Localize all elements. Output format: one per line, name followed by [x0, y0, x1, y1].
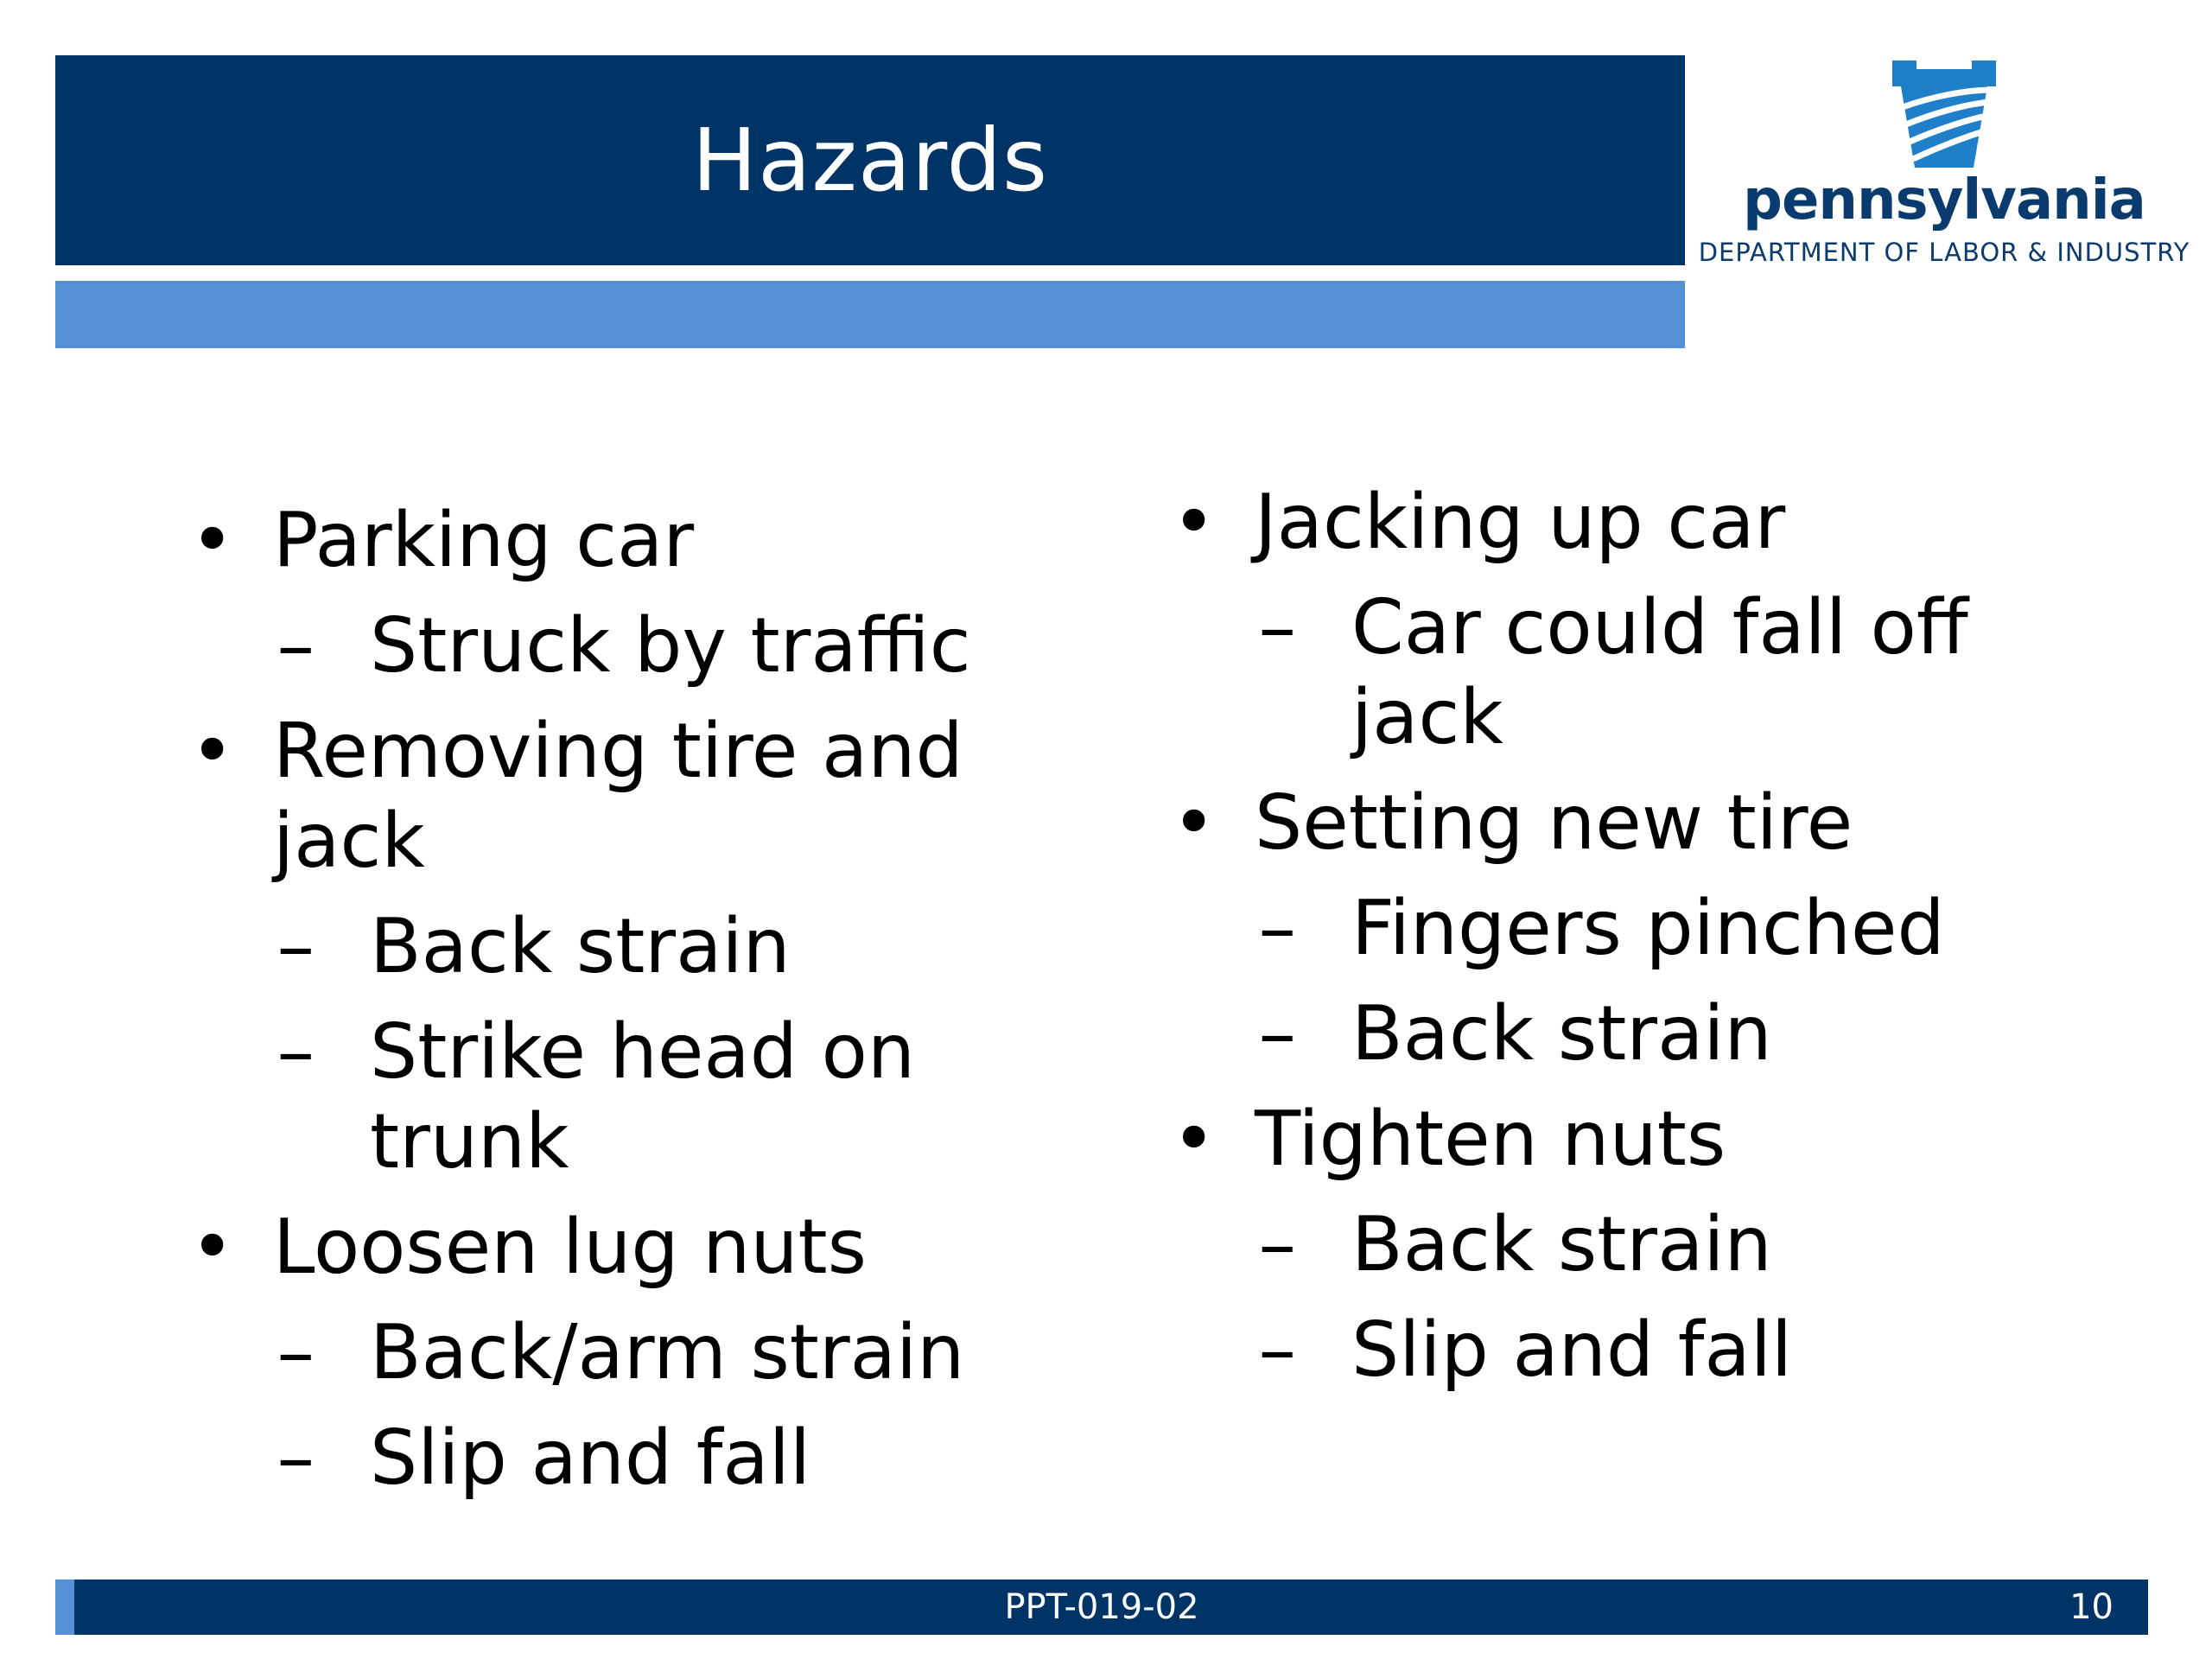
- right-column: [1172, 477, 2036, 1410]
- sub-marker: –: [1258, 583, 1296, 671]
- accent-bar: [55, 281, 1685, 348]
- bullet-marker: •: [1172, 779, 1217, 867]
- sub-text: Back/arm strain: [370, 1308, 965, 1396]
- sub-marker: –: [1258, 884, 1296, 972]
- bullet-marker: •: [190, 707, 235, 795]
- sub-marker: –: [276, 902, 315, 990]
- sub-text: Struck by traffic: [370, 601, 971, 690]
- bullet-marker: •: [190, 496, 235, 584]
- footer-code: PPT-019-02: [1004, 1587, 1199, 1627]
- sub-item: [273, 1413, 1020, 1503]
- left-column: [190, 495, 1020, 1518]
- bullet-marker: •: [190, 1203, 235, 1291]
- sub-marker: –: [276, 1308, 315, 1396]
- bullet-text: Removing tire and jack: [273, 707, 963, 885]
- bullet-text: Loosen lug nuts: [273, 1203, 867, 1291]
- page-number: 10: [2069, 1587, 2113, 1627]
- sub-text: Car could fall off jack: [1351, 583, 1968, 761]
- sub-item: [273, 1007, 1020, 1186]
- logo-wordmark: pennsylvania: [1743, 168, 2145, 232]
- sub-item: [1255, 883, 2036, 973]
- sub-item: [273, 901, 1020, 991]
- sub-item: [1255, 582, 2036, 762]
- logo-department: DEPARTMENT OF LABOR & INDUSTRY: [1698, 238, 2190, 267]
- pa-dli-logo: [1694, 52, 2195, 276]
- sub-marker: –: [276, 601, 315, 690]
- sub-list: [273, 1307, 1020, 1503]
- bullet-item: [1172, 1094, 2036, 1395]
- bullet-text: Jacking up car: [1255, 478, 1786, 566]
- sub-marker: –: [276, 1007, 315, 1096]
- sub-marker: –: [276, 1414, 315, 1502]
- bullet-item: [190, 706, 1020, 1186]
- sub-item: [1255, 1199, 2036, 1289]
- bullet-text: Parking car: [273, 496, 695, 584]
- bullet-item: [1172, 477, 2036, 762]
- footer-bar: [55, 1580, 2148, 1635]
- title-bar: [55, 55, 1685, 265]
- slide-title: Hazards: [691, 110, 1049, 211]
- left-bullet-list: [190, 495, 1020, 1503]
- bullet-item: [190, 1202, 1020, 1503]
- bullet-item: [190, 495, 1020, 690]
- bullet-marker: •: [1172, 1095, 1217, 1183]
- bullet-item: [1172, 778, 2036, 1078]
- sub-item: [273, 1307, 1020, 1397]
- bullet-text: Tighten nuts: [1255, 1095, 1726, 1183]
- sub-item: [1255, 988, 2036, 1078]
- bullet-text: Setting new tire: [1255, 779, 1853, 867]
- keystone-icon: [1884, 55, 2005, 176]
- right-bullet-list: [1172, 477, 2036, 1395]
- sub-text: Fingers pinched: [1351, 884, 1945, 972]
- sub-list: [1255, 883, 2036, 1078]
- sub-marker: –: [1258, 1200, 1296, 1288]
- sub-marker: –: [1258, 1306, 1296, 1394]
- sub-text: Slip and fall: [370, 1414, 811, 1502]
- sub-text: Back strain: [1351, 989, 1772, 1077]
- sub-marker: –: [1258, 989, 1296, 1077]
- sub-list: [273, 901, 1020, 1186]
- sub-text: Slip and fall: [1351, 1306, 1793, 1394]
- sub-item: [1255, 1305, 2036, 1395]
- sub-text: Back strain: [370, 902, 791, 990]
- sub-text: Strike head on trunk: [370, 1007, 915, 1185]
- sub-list: [1255, 1199, 2036, 1395]
- sub-item: [273, 601, 1020, 690]
- sub-list: [273, 601, 1020, 690]
- bullet-marker: •: [1172, 478, 1217, 566]
- footer-accent: [55, 1580, 74, 1635]
- sub-list: [1255, 582, 2036, 762]
- sub-text: Back strain: [1351, 1200, 1772, 1288]
